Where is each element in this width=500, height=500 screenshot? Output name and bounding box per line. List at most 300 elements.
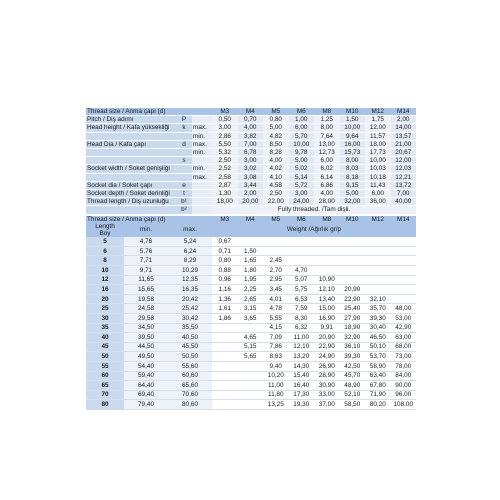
weight-value xyxy=(289,246,315,256)
weight-value: 108,00 xyxy=(391,400,417,410)
weight-value: 58,90 xyxy=(365,361,391,371)
dimension-value: 10,03 xyxy=(365,165,391,173)
weight-value: 6,32 xyxy=(289,323,315,333)
dimension-row xyxy=(86,190,416,198)
weight-value: 48,00 xyxy=(391,304,417,314)
dimension-value: 17,73 xyxy=(365,149,391,157)
length-max: 65,60 xyxy=(168,381,212,391)
weight-value: 0,96 xyxy=(212,275,238,285)
row-symbol: b² xyxy=(176,206,192,214)
dimension-value: 5,00 xyxy=(340,190,366,198)
length-label: Length xyxy=(95,222,115,230)
row-label xyxy=(86,173,176,181)
dimension-value: 4,00 xyxy=(263,157,289,165)
boy-label: Boy xyxy=(99,230,111,238)
weight-header: Weight /Ağırlık gr/p xyxy=(212,223,416,237)
weight-value xyxy=(238,390,264,400)
length-min: 44,50 xyxy=(124,342,168,352)
length-min: 49,50 xyxy=(124,352,168,362)
weight-value xyxy=(391,275,417,285)
weight-value xyxy=(263,237,289,246)
dimension-value: 1,50 xyxy=(340,116,366,124)
weight-value: 0,71 xyxy=(212,246,238,256)
weight-row xyxy=(86,323,416,333)
weight-value xyxy=(365,237,391,246)
weight-value: 28,90 xyxy=(314,371,340,381)
weight-row xyxy=(86,333,416,343)
length-value: 16 xyxy=(86,285,124,295)
dimension-value: 4,82 xyxy=(263,132,289,140)
row-qualifier xyxy=(192,190,212,198)
weight-value: 17,30 xyxy=(289,390,315,400)
row-qualifier xyxy=(192,116,212,124)
weight-value: 26,90 xyxy=(314,361,340,371)
length-min: 79,40 xyxy=(124,400,168,410)
dimension-value: 6,00 xyxy=(365,190,391,198)
max-header: max. xyxy=(168,223,212,237)
weight-value: 9,91 xyxy=(314,323,340,333)
row-label: Thread length / Diş uzunluğu xyxy=(86,198,176,206)
length-value: 40 xyxy=(86,333,124,343)
dimension-value: 22,00 xyxy=(263,198,289,206)
length-value: 10 xyxy=(86,266,124,276)
weight-value: 2,25 xyxy=(238,285,264,295)
size-header: M14 xyxy=(391,216,417,223)
weight-row xyxy=(86,294,416,304)
weight-value: 73,00 xyxy=(391,352,417,362)
dimension-value: 14,00 xyxy=(391,124,417,132)
weight-value: 36,10 xyxy=(340,342,366,352)
weight-value: 5,75 xyxy=(289,285,315,295)
length-header xyxy=(86,223,124,237)
weight-value: 4,70 xyxy=(289,266,315,276)
row-symbol: d xyxy=(176,140,192,148)
weight-value xyxy=(340,237,366,246)
weight-value xyxy=(238,400,264,410)
dimension-value: 3,82 xyxy=(238,132,264,140)
length-max: 60,60 xyxy=(168,371,212,381)
weight-value xyxy=(263,246,289,256)
weight-value: 71,90 xyxy=(365,390,391,400)
weight-row xyxy=(86,246,416,256)
dimension-value: 5,72 xyxy=(289,181,315,189)
weight-row xyxy=(86,304,416,314)
weight-row xyxy=(86,275,416,285)
weight-value: 0,67 xyxy=(212,237,238,246)
weight-value xyxy=(212,390,238,400)
length-value: 55 xyxy=(86,361,124,371)
weight-value: 32,90 xyxy=(340,333,366,343)
dimension-row xyxy=(86,198,416,206)
length-min: 19,58 xyxy=(124,294,168,304)
dimension-value: 9,64 xyxy=(340,132,366,140)
weight-value: 4,65 xyxy=(238,333,264,343)
row-symbol: t xyxy=(176,190,192,198)
dimension-value: 11,43 xyxy=(365,181,391,189)
dimension-value: 0,70 xyxy=(238,116,264,124)
dimensions-header-row xyxy=(86,108,416,116)
weights-subheader-row xyxy=(86,223,416,237)
weight-value: 16,90 xyxy=(314,314,340,324)
length-max: 8,29 xyxy=(168,256,212,266)
dimension-sheet xyxy=(86,108,416,410)
size-header: M4 xyxy=(238,216,264,223)
dimension-value: 13,72 xyxy=(391,181,417,189)
weight-value: 68,00 xyxy=(391,342,417,352)
dimension-value: 40,00 xyxy=(391,198,417,206)
dimension-value: 28,00 xyxy=(314,198,340,206)
row-qualifier: min. xyxy=(192,132,212,140)
weight-value: 30,40 xyxy=(365,323,391,333)
row-label: Pitch / Diş adımı xyxy=(86,116,176,124)
dimension-value: 6,00 xyxy=(289,124,315,132)
weight-value xyxy=(314,237,340,246)
length-min: 64,40 xyxy=(124,381,168,391)
dimension-value: 13,00 xyxy=(314,140,340,148)
length-max: 16,35 xyxy=(168,285,212,295)
dimension-value: 8,00 xyxy=(340,157,366,165)
weight-value: 6,53 xyxy=(289,294,315,304)
dimension-value: 24,00 xyxy=(289,198,315,206)
dimension-value: 4,00 xyxy=(238,124,264,132)
weight-value: 35,70 xyxy=(365,304,391,314)
dimension-value: 3,08 xyxy=(238,173,264,181)
dimension-value: 5,00 xyxy=(289,157,315,165)
weight-value xyxy=(391,266,417,276)
row-qualifier xyxy=(192,198,212,206)
length-min: 69,40 xyxy=(124,390,168,400)
length-max: 25,42 xyxy=(168,304,212,314)
weight-value xyxy=(340,246,366,256)
weight-value: 80,20 xyxy=(365,400,391,410)
dimension-value: 2,00 xyxy=(391,116,417,124)
dimension-value: 7,00 xyxy=(391,190,417,198)
weight-row xyxy=(86,314,416,324)
weight-value xyxy=(238,237,264,246)
weight-value: 3,45 xyxy=(263,285,289,295)
weight-value: 12,10 xyxy=(314,285,340,295)
dimension-value: 10,00 xyxy=(340,124,366,132)
dimension-value: 10,00 xyxy=(289,140,315,148)
dimension-value: 36,00 xyxy=(365,198,391,206)
dimension-value: 5,02 xyxy=(289,165,315,173)
size-header: M12 xyxy=(365,108,391,116)
length-min: 7,71 xyxy=(124,256,168,266)
weight-row xyxy=(86,266,416,276)
dimension-row xyxy=(86,124,416,132)
weight-value: 22,90 xyxy=(314,342,340,352)
weight-value: 1,86 xyxy=(212,314,238,324)
dimension-value: 5,50 xyxy=(212,140,238,148)
row-symbol xyxy=(176,173,192,181)
weight-value: 13,40 xyxy=(314,294,340,304)
row-label xyxy=(86,157,176,165)
weight-value: 7,09 xyxy=(263,333,289,343)
weight-value xyxy=(391,285,417,295)
length-value: 8 xyxy=(86,256,124,266)
weight-row xyxy=(86,256,416,266)
weight-value: 96,00 xyxy=(391,390,417,400)
weight-value: 2,45 xyxy=(263,256,289,266)
size-header: M14 xyxy=(391,108,417,116)
dimension-value: 3,00 xyxy=(238,157,264,165)
dimension-row xyxy=(86,140,416,148)
dimension-value: 6,00 xyxy=(314,157,340,165)
weight-value: 52,10 xyxy=(340,390,366,400)
row-symbol: k xyxy=(176,124,192,132)
weight-value xyxy=(340,266,366,276)
weight-value: 32,10 xyxy=(365,294,391,304)
weight-value xyxy=(238,323,264,333)
dimension-value: 6,86 xyxy=(314,181,340,189)
weight-value: 20,90 xyxy=(314,333,340,343)
weight-value: 18,90 xyxy=(340,323,366,333)
weight-value: 45,70 xyxy=(340,371,366,381)
weight-value xyxy=(212,381,238,391)
weight-value: 37,00 xyxy=(314,400,340,410)
weight-value: 24,90 xyxy=(314,352,340,362)
weight-value xyxy=(212,342,238,352)
weight-value xyxy=(212,400,238,410)
dimension-value: 0,80 xyxy=(263,116,289,124)
weight-value: 1,65 xyxy=(238,256,264,266)
length-value: 70 xyxy=(86,390,124,400)
weight-value: 63,40 xyxy=(365,371,391,381)
dimension-value: 20,67 xyxy=(391,149,417,157)
weight-value: 3,65 xyxy=(238,314,264,324)
weight-value: 1,95 xyxy=(238,275,264,285)
weight-value xyxy=(314,246,340,256)
row-symbol xyxy=(176,165,192,173)
length-max: 80,60 xyxy=(168,400,212,410)
weight-value: 5,07 xyxy=(289,275,315,285)
dimension-value: 4,00 xyxy=(314,190,340,198)
length-max: 5,24 xyxy=(168,237,212,246)
weight-value: 50,10 xyxy=(365,342,391,352)
dimension-value: 9,78 xyxy=(289,149,315,157)
dimension-value: 10,00 xyxy=(365,157,391,165)
dimension-value: 9,15 xyxy=(340,181,366,189)
weight-value xyxy=(340,256,366,266)
row-symbol xyxy=(176,132,192,140)
weight-value: 13,20 xyxy=(289,352,315,362)
row-label: Socket depth / Soket derinliği xyxy=(86,190,176,198)
length-max: 45,50 xyxy=(168,342,212,352)
dimension-value: 4,02 xyxy=(263,165,289,173)
size-header: M4 xyxy=(238,108,264,116)
weight-value: 46,50 xyxy=(365,333,391,343)
length-max: 20,42 xyxy=(168,294,212,304)
dimension-value: 12,00 xyxy=(391,157,417,165)
dimension-value: 7,00 xyxy=(238,140,264,148)
row-label xyxy=(86,149,176,157)
weight-value xyxy=(212,323,238,333)
weight-value: 53,70 xyxy=(365,352,391,362)
dimension-value: 15,73 xyxy=(340,149,366,157)
weight-value: 8,30 xyxy=(289,314,315,324)
length-min: 4,76 xyxy=(124,237,168,246)
weight-value xyxy=(365,256,391,266)
length-min: 11,65 xyxy=(124,275,168,285)
weight-value: 39,30 xyxy=(340,352,366,362)
row-symbol: s xyxy=(176,157,192,165)
weight-value: 27,90 xyxy=(340,314,366,324)
dimension-value: 1,25 xyxy=(314,116,340,124)
dimension-value: 12,21 xyxy=(391,173,417,181)
row-qualifier: max. xyxy=(192,124,212,132)
dimension-value: 2,58 xyxy=(212,173,238,181)
size-header: M3 xyxy=(212,216,238,223)
weight-value: 84,00 xyxy=(391,371,417,381)
weight-row xyxy=(86,285,416,295)
dimension-value: 4,58 xyxy=(263,181,289,189)
weight-value: 16,40 xyxy=(289,381,315,391)
weight-value: 53,00 xyxy=(391,314,417,324)
row-symbol: b¹ xyxy=(176,198,192,206)
weight-value xyxy=(314,266,340,276)
dimension-value: 10,18 xyxy=(365,173,391,181)
weight-value: 2,70 xyxy=(263,266,289,276)
weights-table xyxy=(86,216,416,410)
length-max: 50,50 xyxy=(168,352,212,362)
weight-value: 42,50 xyxy=(340,361,366,371)
row-qualifier: max. xyxy=(192,173,212,181)
dimension-value: 5,00 xyxy=(263,124,289,132)
weight-value: 58,50 xyxy=(340,400,366,410)
weight-value: 4,01 xyxy=(263,294,289,304)
dimension-value: 2,50 xyxy=(263,190,289,198)
dimension-value: 8,03 xyxy=(340,165,366,173)
weight-value: 30,90 xyxy=(314,381,340,391)
row-qualifier: max. xyxy=(192,140,212,148)
fully-threaded-note: Fully threaded. /Tam dişli. xyxy=(212,206,416,214)
weight-value xyxy=(365,246,391,256)
dimension-row xyxy=(86,206,416,214)
weight-value: 1,16 xyxy=(212,285,238,295)
length-min: 54,40 xyxy=(124,361,168,371)
weight-value: 10,90 xyxy=(314,275,340,285)
dimension-value: 6,02 xyxy=(314,165,340,173)
dimension-value: 6,78 xyxy=(238,149,264,157)
dimension-value: 18,00 xyxy=(365,140,391,148)
size-header: M12 xyxy=(365,216,391,223)
weight-value xyxy=(289,237,315,246)
weight-value: 11,00 xyxy=(289,333,315,343)
dimension-value: 2,87 xyxy=(212,181,238,189)
weight-value xyxy=(365,285,391,295)
min-header: min. xyxy=(124,223,168,237)
length-value: 30 xyxy=(86,314,124,324)
weight-value: 7,59 xyxy=(289,304,315,314)
dimensions-table xyxy=(86,108,416,215)
length-value: 80 xyxy=(86,400,124,410)
size-header: M3 xyxy=(212,108,238,116)
weights-header-row xyxy=(86,216,416,223)
length-max: 40,50 xyxy=(168,333,212,343)
dimension-value: 20,00 xyxy=(238,198,264,206)
weight-value: 78,00 xyxy=(391,361,417,371)
dimension-value: 3,00 xyxy=(289,190,315,198)
weight-value: 2,95 xyxy=(263,275,289,285)
weight-value: 15,40 xyxy=(289,371,315,381)
dimension-value: 3,44 xyxy=(238,181,264,189)
dimension-value: 16,00 xyxy=(340,140,366,148)
length-min: 34,50 xyxy=(124,323,168,333)
row-label: Head height / Kafa yüksekliği xyxy=(86,124,176,132)
size-header: M6 xyxy=(289,108,315,116)
weight-value xyxy=(212,361,238,371)
dimension-value: 2,86 xyxy=(212,132,238,140)
weight-value: 90,00 xyxy=(391,381,417,391)
length-max: 35,50 xyxy=(168,323,212,333)
row-label xyxy=(86,132,176,140)
weight-row xyxy=(86,237,416,246)
weight-value xyxy=(391,256,417,266)
length-max: 10,29 xyxy=(168,266,212,276)
weight-value xyxy=(391,246,417,256)
weight-value xyxy=(365,266,391,276)
weight-value: 5,65 xyxy=(238,352,264,362)
dimension-value: 1,00 xyxy=(289,116,315,124)
length-value: 50 xyxy=(86,352,124,362)
thread-size-label: Thread size / Anma çapı (d) xyxy=(86,216,212,223)
dimension-row xyxy=(86,149,416,157)
dimension-row xyxy=(86,157,416,165)
weight-value: 14,30 xyxy=(289,361,315,371)
size-header: M5 xyxy=(263,108,289,116)
weight-row xyxy=(86,361,416,371)
length-value: 45 xyxy=(86,342,124,352)
weight-value: 1,50 xyxy=(238,246,264,256)
dimension-value: 2,50 xyxy=(212,157,238,165)
dimension-value: 12,03 xyxy=(391,165,417,173)
weight-value: 5,15 xyxy=(238,342,264,352)
dimension-value: 21,00 xyxy=(391,140,417,148)
length-max: 55,60 xyxy=(168,361,212,371)
weight-value xyxy=(212,352,238,362)
size-header: M10 xyxy=(340,108,366,116)
weight-value: 1,61 xyxy=(212,304,238,314)
row-label: Socket dia / Soket çapı xyxy=(86,181,176,189)
weight-value: 67,80 xyxy=(365,381,391,391)
row-symbol: P xyxy=(176,116,192,124)
dimension-value: 6,14 xyxy=(314,173,340,181)
weight-value xyxy=(365,275,391,285)
weight-value: 11,80 xyxy=(263,390,289,400)
weight-value: 10,20 xyxy=(263,371,289,381)
length-value: 60 xyxy=(86,371,124,381)
dimension-row xyxy=(86,165,416,173)
size-header: M5 xyxy=(263,216,289,223)
weight-value: 12,10 xyxy=(289,342,315,352)
length-max: 6,24 xyxy=(168,246,212,256)
dimension-value: 5,32 xyxy=(212,149,238,157)
dimension-value: 4,10 xyxy=(263,173,289,181)
length-min: 24,58 xyxy=(124,304,168,314)
dimension-value: 12,00 xyxy=(365,124,391,132)
dimension-value: 13,57 xyxy=(391,132,417,140)
weight-value xyxy=(212,371,238,381)
weight-value xyxy=(212,333,238,343)
weight-value xyxy=(314,256,340,266)
length-value: 20 xyxy=(86,294,124,304)
length-value: 12 xyxy=(86,275,124,285)
size-header: M8 xyxy=(314,216,340,223)
weight-row xyxy=(86,381,416,391)
weight-value: 7,86 xyxy=(263,342,289,352)
weight-value: 25,40 xyxy=(340,304,366,314)
length-min: 29,58 xyxy=(124,314,168,324)
